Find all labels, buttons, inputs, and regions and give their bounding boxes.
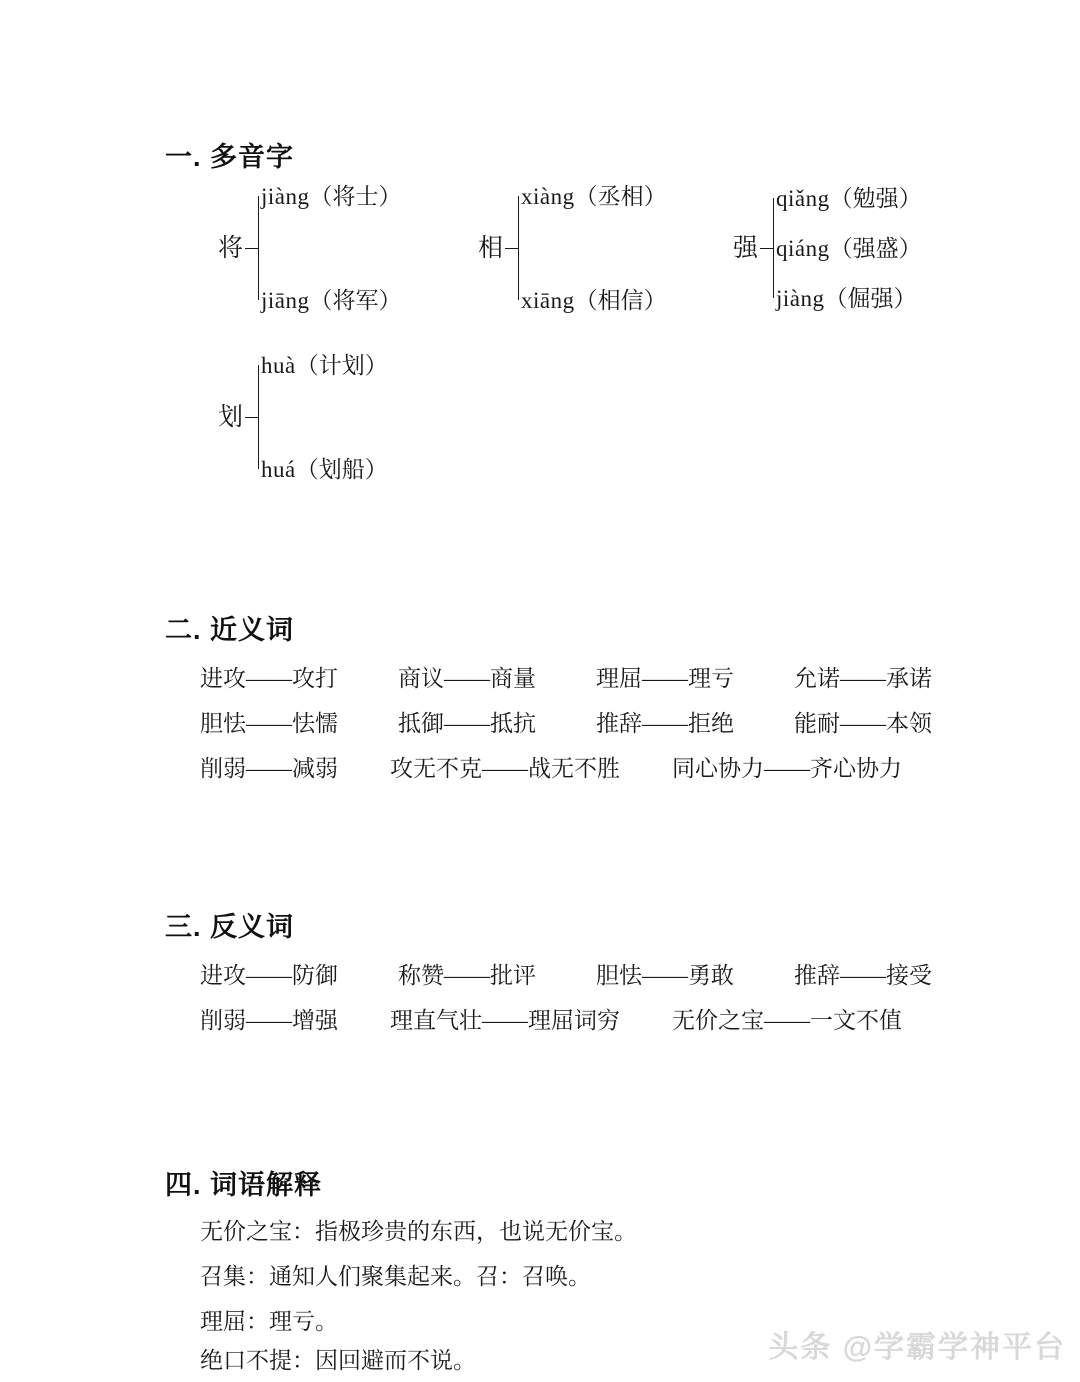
polyphone-headword: 强 — [733, 234, 759, 262]
antonym-pair: 无价之宝——一文不值 — [672, 1008, 902, 1033]
polyphone-headword: 划 — [218, 403, 244, 431]
polyphone-pinyin: qiáng — [776, 235, 830, 261]
polyphone-pinyin: jiāng — [261, 287, 310, 313]
antonym-pair: 进攻——防御 — [200, 963, 338, 988]
synonym-pair: 攻无不克——战无不胜 — [390, 756, 620, 781]
polyphone-stem — [245, 417, 258, 418]
polyphone-word: （倔强） — [824, 285, 917, 311]
definition-line: 召集：通知人们聚集起来。召：召唤。 — [200, 1264, 591, 1289]
synonym-pair: 允诺——承诺 — [794, 666, 932, 691]
polyphone-word: （将士） — [309, 183, 402, 209]
synonym-pair: 推辞——拒绝 — [596, 711, 734, 736]
polyphone-group-jiang — [218, 183, 402, 313]
polyphone-stem — [505, 248, 518, 249]
antonym-pair: 削弱——增强 — [200, 1008, 338, 1033]
antonym-pair: 称赞——批评 — [398, 963, 536, 988]
synonym-pair: 同心协力——齐心协力 — [672, 756, 902, 781]
polyphone-pinyin: xiàng — [521, 183, 575, 209]
polyphone-word: （计划） — [295, 352, 388, 378]
definition-line: 理屈：理亏。 — [200, 1309, 338, 1334]
polyphone-headword: 将 — [218, 234, 244, 262]
definition-line: 绝口不提：因回避而不说。 — [200, 1348, 476, 1373]
polyphone-word: （丞相） — [574, 183, 667, 209]
section-heading-definitions: 四. 词语解释 — [165, 1170, 323, 1200]
antonym-pair: 推辞——接受 — [794, 963, 932, 988]
antonym-pair: 胆怯——勇敢 — [596, 963, 734, 988]
polyphone-group-hua — [218, 352, 388, 482]
polyphone-pinyin: xiāng — [521, 287, 575, 313]
antonym-pair: 理直气壮——理屈词穷 — [390, 1008, 620, 1033]
section-heading-polyphone: 一. 多音字 — [165, 142, 295, 172]
polyphone-pinyin: huà — [261, 352, 296, 378]
antonym-row — [200, 1002, 902, 1035]
polyphone-stem — [245, 248, 258, 249]
polyphone-group-xiang — [478, 183, 667, 313]
synonym-row — [200, 750, 902, 783]
polyphone-word: （将军） — [309, 287, 402, 313]
polyphone-brace — [258, 183, 402, 313]
synonym-pair: 能耐——本领 — [794, 711, 932, 736]
synonym-pair: 胆怯——怯懦 — [200, 711, 338, 736]
polyphone-stem — [760, 248, 773, 249]
polyphone-word: （强盛） — [829, 235, 922, 261]
polyphone-brace — [258, 352, 388, 482]
antonym-row — [200, 957, 932, 990]
polyphone-pinyin: jiàng — [776, 285, 825, 311]
polyphone-word: （相信） — [574, 287, 667, 313]
section-heading-synonyms: 二. 近义词 — [165, 615, 295, 645]
polyphone-pinyin: jiàng — [261, 183, 310, 209]
definition-line: 无价之宝：指极珍贵的东西，也说无价宝。 — [200, 1219, 637, 1244]
polyphone-word: （划船） — [295, 456, 388, 482]
polyphone-headword: 相 — [478, 234, 504, 262]
synonym-pair: 削弱——减弱 — [200, 756, 338, 781]
watermark: 头条 @学霸学神平台 — [768, 1331, 1066, 1364]
section-heading-antonyms: 三. 反义词 — [165, 912, 295, 942]
polyphone-group-qiang — [733, 185, 922, 311]
polyphone-pinyin: huá — [261, 456, 296, 482]
polyphone-brace — [518, 183, 667, 313]
synonym-pair: 理屈——理亏 — [596, 666, 734, 691]
synonym-pair: 抵御——抵抗 — [398, 711, 536, 736]
polyphone-word: （勉强） — [829, 185, 922, 211]
polyphone-brace — [773, 185, 922, 311]
synonym-pair: 进攻——攻打 — [200, 666, 338, 691]
synonym-row — [200, 705, 932, 738]
polyphone-pinyin: qiǎng — [776, 185, 830, 211]
synonym-row — [200, 660, 932, 693]
synonym-pair: 商议——商量 — [398, 666, 536, 691]
